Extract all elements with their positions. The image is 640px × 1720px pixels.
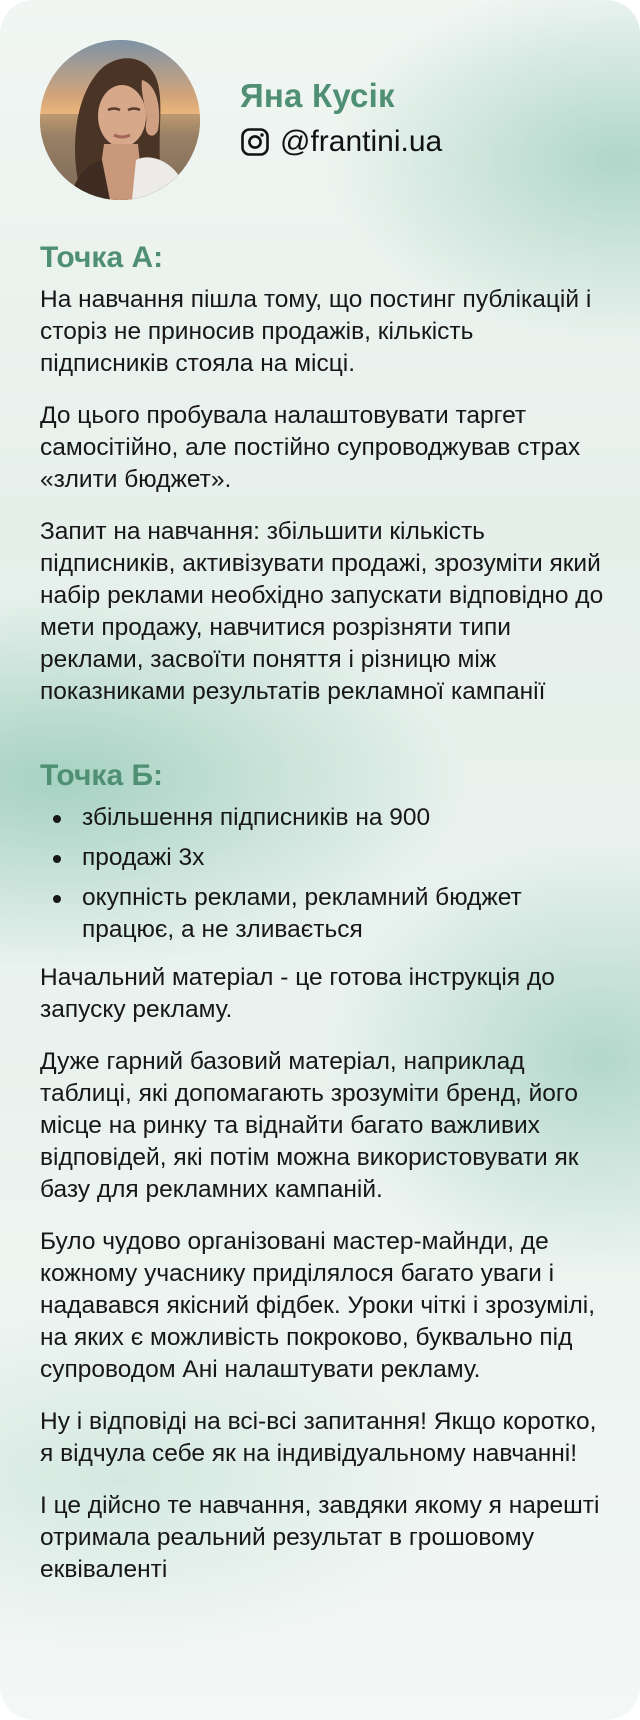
section-b-paragraph: Ну і відповіді на всі-всі запитання! Якщо коротко, я відчула себе як на індивідуальному навчанні! bbox=[40, 1408, 597, 1467]
instagram-row[interactable] bbox=[240, 124, 442, 160]
instagram-icon bbox=[240, 127, 270, 157]
result-item: окупність реклами, рекламний бюджет працює, а не зливається bbox=[40, 882, 605, 946]
section-a-paragraph: На навчання пішла тому, що постинг публікацій і сторіз не приносив продажів, кількість підписників стояла на місці. bbox=[40, 286, 592, 377]
section-b-paragraph: Було чудово організовані мастер-майнди, де кожному учаснику приділялося багато уваги і надавався якісний фідбек. Уроки чіткі і зрозумілі, на яких є можливість покроково, буквально під супроводом Ані налаштувати рекламу. bbox=[40, 1228, 596, 1383]
section-a-paragraph: До цього пробувала налаштовувати таргет самосітійно, але постійно супроводжував страх «злити бюджет». bbox=[40, 402, 581, 493]
section-b-title: Точка Б: bbox=[40, 759, 164, 792]
section-b-paragraph: І це дійсно те навчання, завдяки якому я нарешті отримала реальний результат в грошовому еквіваленті bbox=[40, 1492, 600, 1583]
section-b-paragraph: Дуже гарний базовий матеріал, наприклад таблиці, які допомагають зрозуміти бренд, його місце на ринку та віднайти багато важливих відповідей, які потім можна використовувати як базу для рекламних кампаній. bbox=[40, 1048, 579, 1203]
avatar-photo bbox=[40, 40, 200, 200]
section-b-paragraph: Начальний матеріал - це готова інструкція до запуску рекламу. bbox=[40, 964, 555, 1023]
result-item: збільшення підписників на 900 bbox=[40, 802, 605, 834]
result-item: продажі 3х bbox=[40, 842, 605, 874]
author-info bbox=[240, 76, 442, 160]
results-list bbox=[40, 802, 605, 946]
avatar bbox=[40, 40, 200, 200]
section-a-title: Точка А: bbox=[40, 241, 164, 274]
testimonial-body bbox=[40, 238, 605, 1606]
author-name: Яна Кусік bbox=[240, 77, 395, 114]
instagram-handle[interactable]: @frantini.ua bbox=[280, 125, 443, 158]
section-spacer bbox=[40, 728, 605, 756]
section-a-paragraph: Запит на навчання: збільшити кількість підписників, активізувати продажі, зрозуміти який набір реклами необхідно запускати відповідно до мети продажу, навчитися розрізняти типи реклами, засвоїти поняття і різницю між показниками результатів рекламної кампанії bbox=[40, 518, 604, 705]
author-header bbox=[40, 40, 600, 200]
